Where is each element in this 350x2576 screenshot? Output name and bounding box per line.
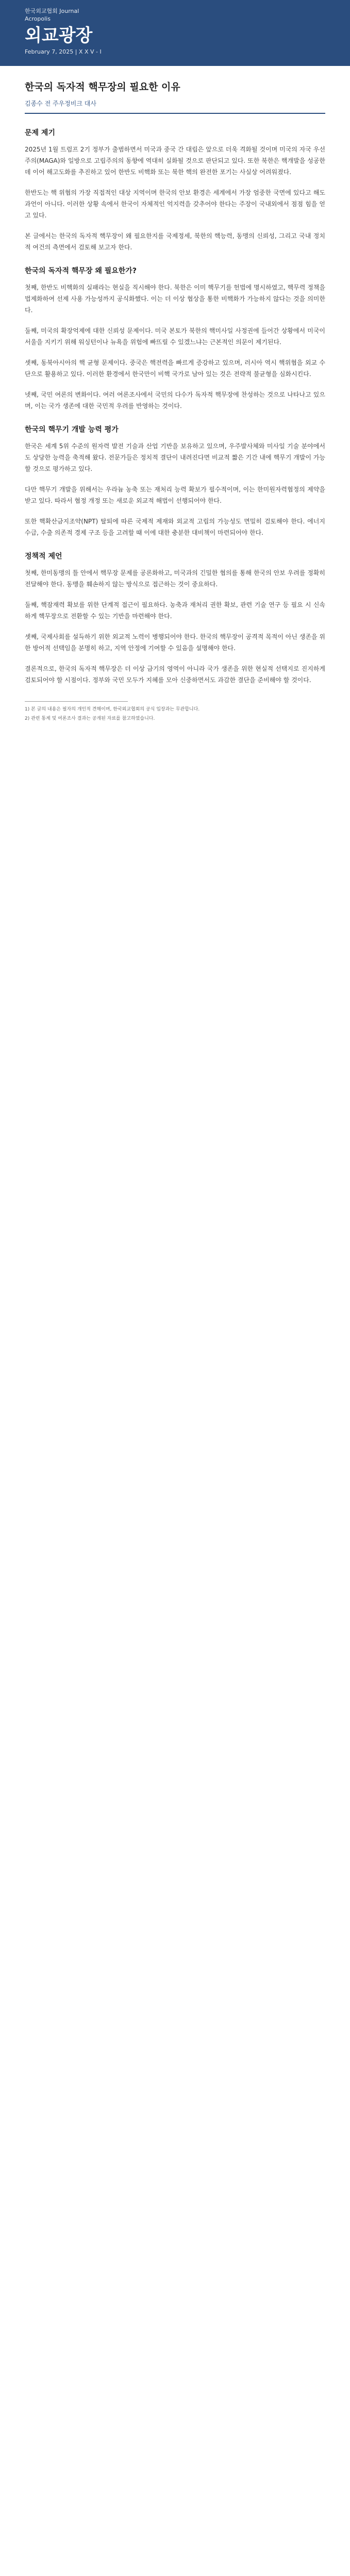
paragraph: 첫째, 한반도 비핵화의 실패라는 현실을 직시해야 한다. 북한은 이미 핵무기를 헌법에 명시하였고, 핵무력 정책을 법제화하여 선제 사용 가능성까지 공식화했다. 이는 더 이상 협상을 통한 비핵화가 가능하지 않다는 것을 의미한다. [25,284,325,314]
paragraph: 둘째, 미국의 확장억제에 대한 신뢰성 문제이다. 미국 본토가 북한의 핵미사일 사정권에 들어간 상황에서 미국이 서울을 지키기 위해 워싱턴이나 뉴욕을 위험에 빠뜨릴 수 있겠느냐는 근본적인 의문이 제기된다. [25,327,325,346]
issue-info: February 7, 2025 | X X V - I [25,48,102,55]
paragraph: 둘째, 핵잠재력 확보를 위한 단계적 접근이 필요하다. 농축과 재처리 권한 확보, 관련 기술 연구 등 필요 시 신속하게 핵무장으로 전환할 수 있는 기반을 마련해야 한다. [25,601,325,620]
section-1 [25,127,325,253]
footnote-divider [25,701,128,702]
paragraph: 다만 핵무기 개발을 위해서는 우라늄 농축 또는 재처리 능력 확보가 필수적이며, 이는 한미원자력협정의 제약을 받고 있다. 따라서 협정 개정 또는 새로운 외교적 해법이 선행되어야 한다. [25,486,325,504]
paragraph: 결론적으로, 한국의 독자적 핵무장은 더 이상 금기의 영역이 아니라 국가 생존을 위한 현실적 선택지로 진지하게 검토되어야 할 시점이다. 정부와 국민 모두가 지혜를 모아 신중하면서도 과감한 결단을 준비해야 할 것이다. [25,665,325,684]
title-divider [25,113,325,114]
paragraph: 셋째, 동북아시아의 핵 균형 문제이다. 중국은 핵전력을 빠르게 증강하고 있으며, 러시아 역시 핵위협을 외교 수단으로 활용하고 있다. 이러한 환경에서 한국만이 비핵 국가로 남아 있는 것은 전략적 불균형을 심화시킨다. [25,359,325,378]
paragraph: 한국은 세계 5위 수준의 원자력 발전 기술과 산업 기반을 보유하고 있으며, 우주발사체와 미사일 기술 분야에서도 상당한 능력을 축적해 왔다. 전문가들은 정치적 결단이 내려진다면 비교적 짧은 기간 내에 핵무기 개발이 가능할 것으로 평가하고 있다. [25,443,325,472]
section-heading: 정책적 제언 [25,552,62,561]
paragraph: 본 글에서는 한국의 독자적 핵무장이 왜 필요한지를 국제정세, 북한의 핵능력, 동맹의 신뢰성, 그리고 국내 정치적 여건의 측면에서 검토해 보고자 한다. [25,232,325,251]
journal-sublabel: Acropolis [25,15,51,22]
article-body [0,80,350,722]
header-banner [0,0,350,66]
footnote: 1) 본 글의 내용은 필자의 개인적 견해이며, 한국외교협회의 공식 입장과는 무관합니다. [25,707,200,712]
paragraph: 한반도는 핵 위협의 가장 직접적인 대상 지역이며 한국의 안보 환경은 세계에서 가장 엄중한 국면에 있다고 해도 과언이 아니다. 이러한 상황 속에서 한국이 자체적인 억지력을 갖추어야 한다는 주장이 국내외에서 점점 힘을 얻고 있다. [25,189,325,219]
paragraph: 셋째, 국제사회를 설득하기 위한 외교적 노력이 병행되어야 한다. 한국의 핵무장이 공격적 목적이 아닌 생존을 위한 방어적 선택임을 분명히 하고, 지역 안정에 기여할 수 있음을 설명해야 한다. [25,633,325,652]
section-heading: 한국의 핵무기 개발 능력 평가 [25,426,119,434]
section-heading: 문제 제기 [25,129,55,137]
author-byline: 김종수 전 주우정비크 대사 [25,100,96,107]
section-4 [25,551,325,686]
section-3 [25,424,325,538]
paragraph: 넷째, 국민 여론의 변화이다. 여러 여론조사에서 국민의 다수가 독자적 핵무장에 찬성하는 것으로 나타나고 있으며, 이는 국가 생존에 대한 국민적 우려를 반영하는 것이다. [25,391,325,410]
section-heading: 한국의 독자적 핵무장 왜 필요한가? [25,267,137,275]
journal-label: 한국외교협회 Journal [25,8,79,14]
footnote: 2) 관련 통계 및 여론조사 결과는 공개된 자료를 참고하였습니다. [25,716,155,721]
section-2 [25,265,325,412]
article-title: 한국의 독자적 핵무장의 필요한 이유 [25,81,180,93]
paragraph: 2025년 1월 트럼프 2기 정부가 출범하면서 미국과 중국 간 대립은 앞으로 더욱 격화될 것이며 미국의 자국 우선주의(MAGA)와 일방으로 고립주의의 동향에 역대히 실화될 것으로 판단되고 있다. 또한 북한은 핵개발을 성공한 데 이어 해고도화를 추진하고 있어 한반도 비핵화 또는 북한 핵의 완전한 포기는 사실상 어려워졌다. [25,146,325,176]
paragraph: 또한 핵확산금지조약(NPT) 탈퇴에 따른 국제적 제재와 외교적 고립의 가능성도 면밀히 검토해야 한다. 에너지 수급, 수출 의존적 경제 구조 등을 고려할 때 이에 대한 충분한 대비책이 마련되어야 한다. [25,518,325,536]
paragraph: 첫째, 한미동맹의 틀 안에서 핵무장 문제를 공론화하고, 미국과의 긴밀한 협의를 통해 한국의 안보 우려를 정확히 전달해야 한다. 동맹을 훼손하지 않는 방식으로 접근하는 것이 중요하다. [25,569,325,588]
journal-title: 외교광장 [25,25,93,46]
